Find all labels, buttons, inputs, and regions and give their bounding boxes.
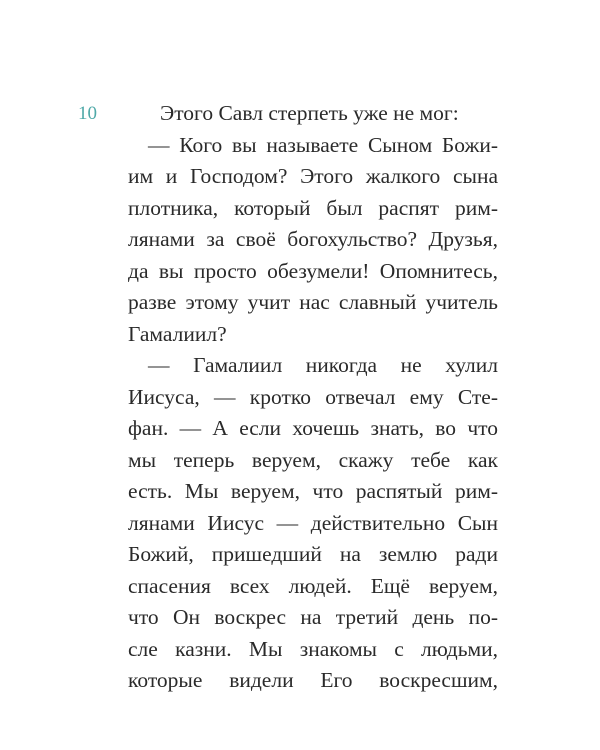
text-line: плотника, который был распят рим- <box>128 195 498 220</box>
page-number: 10 <box>78 103 97 124</box>
text-line: лянами Иисус — действительно Сын <box>128 510 498 535</box>
text-line: Божий, пришедший на землю ради <box>128 542 498 566</box>
text-line: фан. — А если хочешь знать, во что <box>128 416 498 440</box>
text-line: им и Господом? Этого жалкого сына <box>128 164 498 188</box>
text-line: да вы просто обезумели! Опомнитесь, <box>128 258 498 283</box>
text-line: Этого Савл стерпеть уже не мог: <box>160 101 459 125</box>
text-line: сле казни. Мы знакомы с людьми, <box>128 636 498 661</box>
text-line: которые видели Его воскресшим, <box>128 668 498 692</box>
text-line: что Он воскрес на третий день по- <box>128 605 498 629</box>
text-line: Гамалиил? <box>128 321 227 346</box>
text-line: есть. Мы веруем, что распятый рим- <box>128 479 498 503</box>
text-line: Иисуса, — кротко отвечал ему Сте- <box>128 384 498 409</box>
body-text <box>128 98 498 697</box>
text-line: спасения всех людей. Ещё веруем, <box>128 573 498 598</box>
text-line: — Кого вы называете Сыном Божи- <box>148 132 498 157</box>
text-line: мы теперь веруем, скажу тебе как <box>128 447 498 472</box>
text-line: — Гамалиил никогда не хулил <box>148 353 498 377</box>
text-line: лянами за своё богохульство? Друзья, <box>128 227 498 251</box>
text-line: разве этому учит нас славный учитель <box>128 290 498 314</box>
